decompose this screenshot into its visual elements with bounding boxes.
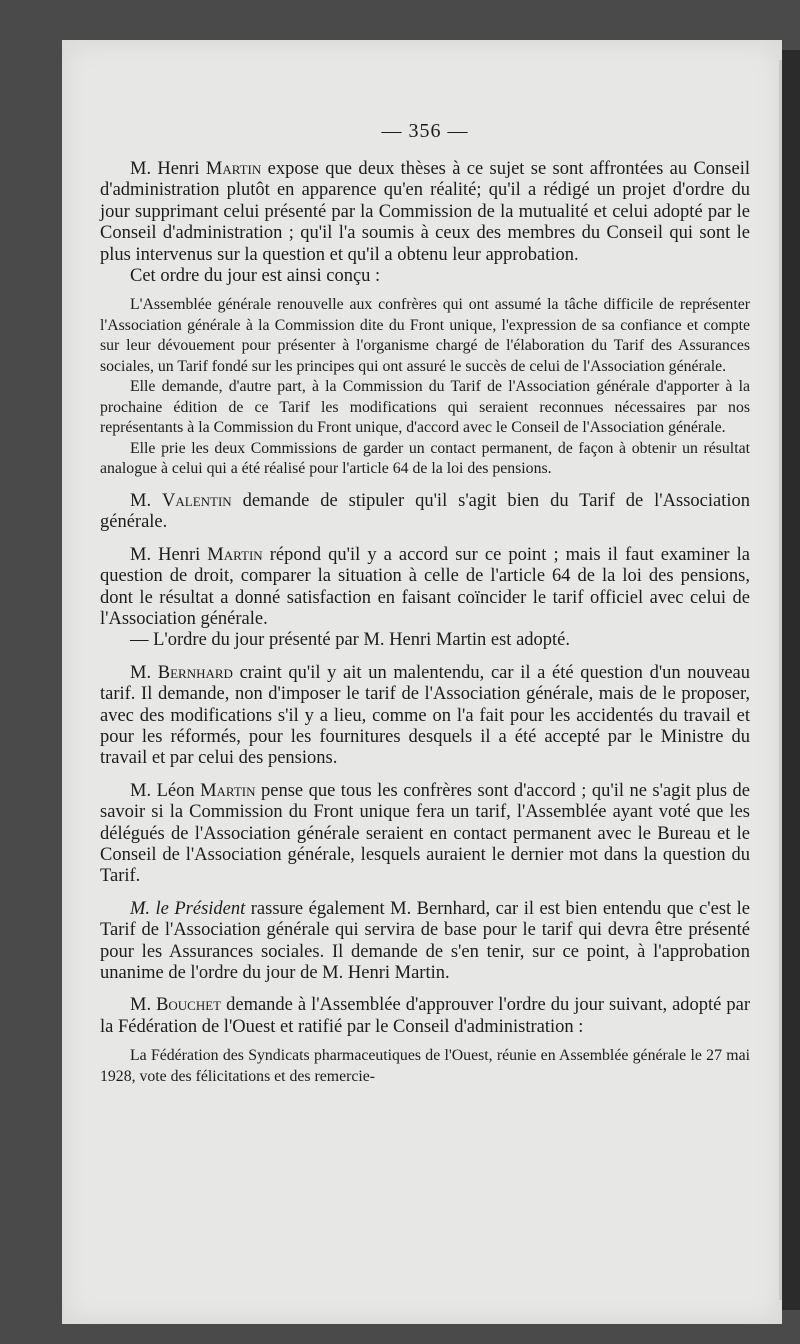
text-run: M. Henri <box>130 159 206 179</box>
text-run: M. <box>130 490 162 511</box>
text-run: répond qu'il y a accord sur ce point ; mais il faut examiner la question de droit, comparer la situation à celle de l'article 64 de la loi des pensions, dont le résultat a donné satisfaction en faisant coïncider le tarif officiel avec celui de l'Association générale. <box>100 544 750 629</box>
text-run: L'Assemblée générale renouvelle aux confrères qui ont assumé la tâche difficile de représenter l'Association générale à la Commission dite du Front unique, l'expression de sa confiance et compte sur leur dévouement pour présenter à l'organisme chargé de l'élaboration du Tarif des Assurances sociales, un Tarif fondé sur les principes qui ont assuré le succès de celui de l'Association générale. <box>100 296 750 375</box>
text-run: expose que deux thèses à ce sujet se sont affrontées au Conseil d'administration plutôt en apparence qu'en réalité; qu'il a rédigé un projet d'ordre du jour supprimant celui présenté par la Commission de la mutualité et celui adopté par le Conseil d'administration ; qu'il l'a soumis à ceux des membres du Conseil qui sont le plus intervenus sur la question et qu'il a obtenu leur approbation. <box>100 159 750 265</box>
page-number: — 356 — <box>381 120 469 142</box>
paragraph <box>100 663 750 770</box>
paragraph <box>100 545 750 631</box>
text-run: craint qu'il y ait un malentendu, car il a été question d'un nouveau tarif. Il demande, non d'imposer le tarif de l'Association générale, mais de le proposer, avec des modifications s'il y a lieu, comme on l'a fait pour les accidentés du travail et pour les réformés, pour les fournitures desquels il a été accepté par le Ministre du travail et par celui des pensions. <box>100 662 751 769</box>
speaker-name: Martin <box>207 544 263 565</box>
text-run: M. Léon <box>130 780 201 801</box>
text-run: demande à l'Assemblée d'approuver l'ordre du jour suivant, adopté par la Fédération de l'Ouest et ratifié par le Conseil d'administration : <box>100 995 750 1037</box>
speaker-name: Valentin <box>162 490 232 511</box>
text-run: rassure également M. Bernhard, car il est bien entendu que c'est le Tarif de l'Association générale qui servira de base pour le tarif qui devra être présenté pour les Assurances sociales. Il demande de s'en tenir, sur ce point, à l'approbation unanime de l'ordre du jour de M. Henri Martin. <box>100 898 750 984</box>
quoted-resolution-paragraph <box>100 1046 750 1087</box>
quoted-resolution-paragraph <box>100 377 750 439</box>
text-run: demande de stipuler qu'il s'agit bien du Tarif de l'Association générale. <box>100 490 750 533</box>
speaker-name: Martin <box>200 780 256 801</box>
paragraph <box>100 491 750 534</box>
paragraph <box>100 995 750 1038</box>
text-run: La Fédération des Syndicats pharmaceutiques de l'Ouest, réunie en Assemblée générale le 27 mai 1928, vote des félicitations et des remercie- <box>100 1047 750 1085</box>
text-run: Elle prie les deux Commissions de garder un contact permanent, de façon à obtenir un résultat analogue à celui qui a été réalisé pour l'article 64 de la loi des pensions. <box>100 439 750 478</box>
text-run: M. <box>130 662 158 683</box>
paragraph <box>100 899 750 985</box>
quoted-resolution-paragraph <box>100 295 750 377</box>
quoted-resolution-paragraph <box>100 439 750 480</box>
text-run: M. <box>130 995 157 1016</box>
speaker-name: Bernhard <box>157 662 233 683</box>
speaker-name: Bouchet <box>156 995 222 1016</box>
text-run: Cet ordre du jour est ainsi conçu : <box>130 266 381 287</box>
speaker-title: M. le Président <box>130 898 246 919</box>
paragraph <box>100 781 750 888</box>
paragraph <box>100 630 750 651</box>
scan-dark-edge <box>782 50 800 1310</box>
text-run: Elle demande, d'autre part, à la Commission du Tarif de l'Association générale d'apporter à la prochaine édition de ce Tarif les modifications qui seraient reconnues nécessaires par nos représentants à la Commission du Front unique, d'accord avec le Conseil de l'Association générale. <box>100 378 750 437</box>
paragraph <box>100 266 750 287</box>
paragraph <box>100 159 750 266</box>
speaker-name: Martin <box>205 159 262 179</box>
text-run: M. Henri <box>130 544 208 565</box>
text-run: — L'ordre du jour présenté par M. Henri Martin est adopté. <box>130 630 571 651</box>
page-text <box>100 120 750 1087</box>
text-run: pense que tous les confrères sont d'accord ; qu'il ne s'agit plus de savoir si la Commission du Front unique fera un tarif, l'Assemblée ayant voté que les délégués de l'Association générale seraient en contact permanent avec le Bureau et le Conseil de l'Association générale, lesquels auraient le dernier mot dans la question du Tarif. <box>100 780 751 887</box>
page-edge-strip <box>779 60 782 1300</box>
document-body <box>100 159 750 1087</box>
